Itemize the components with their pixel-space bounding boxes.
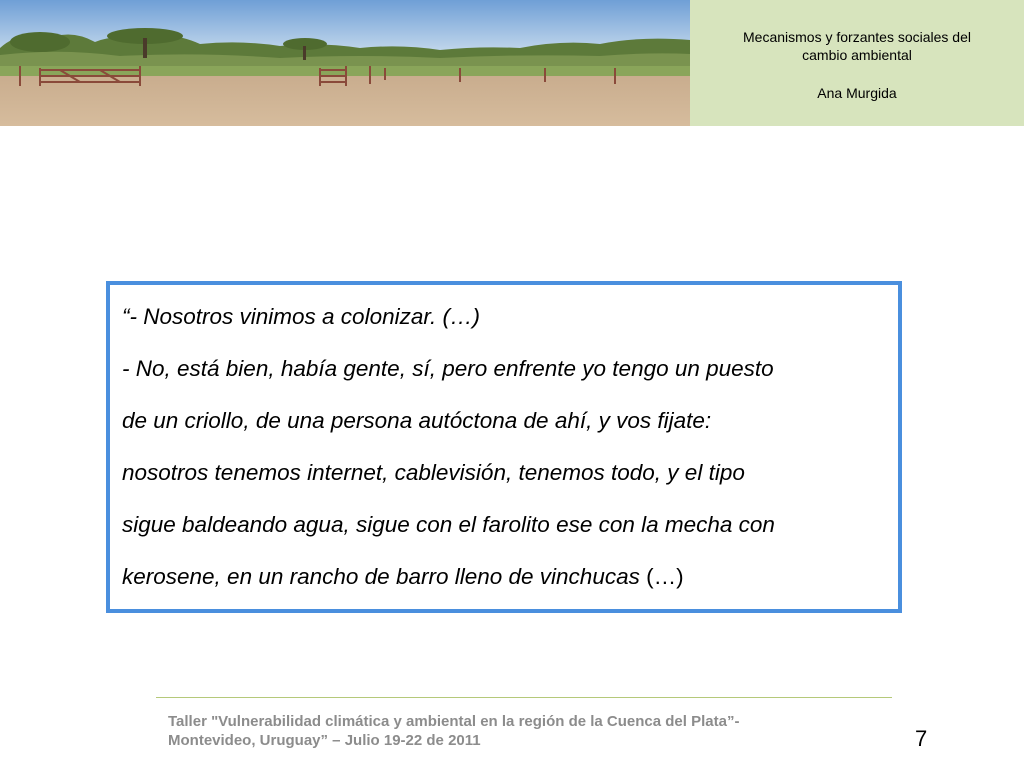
title-line-2: cambio ambiental — [802, 47, 912, 63]
presentation-title-box — [690, 0, 1024, 126]
footer-divider — [156, 697, 892, 698]
footer-line-2: Montevideo, Uruguay” – Julio 19-22 de 2011 — [168, 732, 481, 749]
page-number: 7 — [915, 726, 928, 751]
header-landscape-photo — [0, 0, 690, 126]
quote-line-4: nosotros tenemos internet, cablevisión, tenemos todo, y el tipo — [122, 460, 745, 485]
quote-line-6 — [122, 551, 886, 603]
author-name: Ana Murgida — [817, 85, 897, 101]
quote-line-1: “- Nosotros vinimos a colonizar. (…) — [122, 304, 481, 329]
footer-line-1: Taller "Vulnerabilidad climática y ambiental en la región de la Cuenca del Plata”- — [168, 713, 740, 730]
footer-caption — [168, 712, 848, 750]
quote-box — [106, 281, 902, 613]
quote-line-5: sigue baldeando agua, sigue con el farolito ese con la mecha con — [122, 512, 775, 537]
quote-ellipsis: (…) — [639, 564, 684, 589]
quote-line-6-text: kerosene, en un rancho de barro lleno de vinchucas — [122, 564, 640, 589]
quote-line-3: de un criollo, de una persona autóctona de ahí, y vos fijate: — [122, 408, 712, 433]
quote-line-2: - No, está bien, había gente, sí, pero enfrente yo tengo un puesto — [122, 356, 774, 381]
title-line-1: Mecanismos y forzantes sociales del — [743, 29, 971, 45]
